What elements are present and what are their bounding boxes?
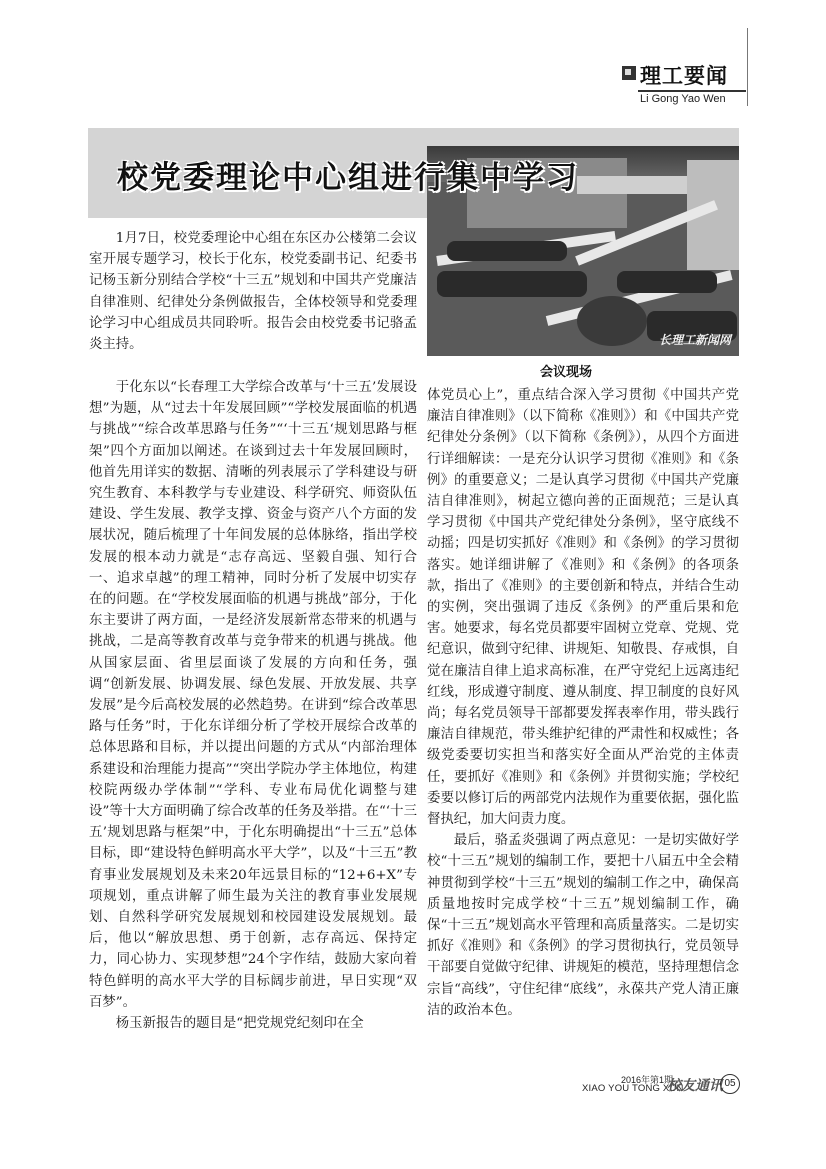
article-title: 校党委理论中心组进行集中学习 xyxy=(117,160,579,196)
section-title: 理工要闻 xyxy=(640,64,728,88)
page-number: 05 xyxy=(720,1074,740,1094)
column-right xyxy=(427,385,739,1021)
photo-watermark: 长理工新闻网 xyxy=(658,333,731,347)
body-paragraph: 体党员心上”，重点结合深入学习贯彻《中国共产党廉洁自律准则》（以下简称《准则》）和《中国共产党纪律处分条例》（以下简称《条例》），从四个方面进行详细解读：一是充分认识学习贯彻《准则》和《条例》的重要意义；二是认真学习贯彻《中国共产党廉洁自律准则》，树起立德向善的正面规范；三是认真学习贯彻《中国共产党纪律处分条例》，坚守底线不动摇；四是切实抓好《准则》和《条例》的学习贯彻落实。她详细讲解了《准则》和《条例》的各项条款，指出了《准则》的主要创新和特点，并结合生动的实例，突出强调了违反《条例》的严重后果和危害。她要求，每名党员都要牢固树立党章、党规、党纪意识，做到守纪律、讲规矩、知敬畏、存戒惧，自觉在廉洁自律上追求高标准，在严守党纪上远离违纪红线，形成遵守制度、遵从制度、捍卫制度的良好风尚；每名党员领导干部都要发挥表率作用，带头践行廉洁自律规范，带头维护纪律的严肃性和权威性；各级党委要切实担当和落实好全面从严治党的主体责任，要抓好《准则》和《条例》并贯彻实施；学校纪委要以修订后的两部党内法规作为重要依据，强化监督执纪，加大问责力度。 xyxy=(427,388,739,828)
intro-paragraph: 1月7日，校党委理论中心组在东区办公楼第二会议室开展专题学习，校长于化东，校党委副书记、纪委书记杨玉新分别结合学校“十三五”规划和中国共产党廉洁自律准则、纪律处分条例做报告，全体校领导和党委理论学习中心组成员共同聆听。报告会由校党委书记骆孟炎主持。 xyxy=(89,231,417,353)
column-left-top xyxy=(89,228,417,355)
photo-caption: 会议现场 xyxy=(540,365,593,380)
section-icon xyxy=(622,66,636,80)
header-rule xyxy=(638,90,746,92)
magazine-pinyin: XIAO YOU TONG XUN xyxy=(582,1083,684,1094)
section-subtitle: Li Gong Yao Wen xyxy=(640,93,726,105)
body-paragraph: 最后，骆孟炎强调了两点意见：一是切实做好学校“十三五”规划的编制工作，要把十八届五中全会精神贯彻到学校“十三五”规划的编制工作之中，确保高质量地按时完成学校“十三五”规划编制工作，确保“十三五”规划高水平管理和高质量落实。二是切实抓好《准则》和《条例》的学习贯彻执行，党员领导干部要自觉做守纪律、讲规矩的模范，坚持理想信念宗旨“高线”，守住纪律“底线”，永葆共产党人清正廉洁的政治本色。 xyxy=(427,833,739,1018)
column-left-bottom xyxy=(89,377,417,1034)
magazine-logo: 校友通讯 xyxy=(667,1078,723,1094)
issue-label: 2016年第1期 xyxy=(621,1075,674,1085)
body-paragraph: 杨玉新报告的题目是“把党规党纪刻印在全 xyxy=(115,1016,364,1032)
body-paragraph: 于化东以“长春理工大学综合改革与‘十三五’发展设想”为题，从“过去十年发展回顾”“学校发展面临的机遇与挑战”“综合改革思路与任务”“‘十三五‘规划思路与框架”四个方面加以阐述。在谈到过去十年发展回顾时，他首先用详实的数据、清晰的列表展示了学科建设与研究生教育、本科教学与专业建设、科学研究、师资队伍建设、学生发展、教学支撑、资金与资产八个方面的发展状况，随后梳理了十年间发展的总体脉络，指出学校发展的根本动力就是“志存高远、坚毅自强、知行合一、追求卓越”的理工精神，同时分析了发展中切实存在的问题。在“学校发展面临的机遇与挑战”部分，于化东主要讲了两方面，一是经济发展新常态带来的机遇与挑战，二是高等教育改革与竞争带来的机遇与挑战。他从国家层面、省里层面谈了发展的方向和任务，强调“创新发展、协调发展、绿色发展、开放发展、共享发展”是今后高校发展的必然趋势。在讲到“综合改革思路与任务”时，于化东详细分析了学校开展综合改革的总体思路和目标，并以提出问题的方式从“内部治理体系建设和治理能力提高”“突出学院办学主体地位，构建校院两级办学体制”“学科、专业布局优化调整与建设”等十大方面明确了综合改革的任务及举措。在“‘十三五’规划思路与框架”中，于化东明确提出“十三五”总体目标，即“建设特色鲜明高水平大学”，以及“十三五”教育事业发展规划及未来20年远景目标的“12+6+X”专项规划，重点讲解了师生最为关注的教育事业发展规划、自然科学研究发展规划和校园建设发展规划。最后，他以“解放思想、勇于创新，志存高远、保持定力，同心协力、实现梦想”24个字作结，鼓励大家向着特色鲜明的高水平大学的目标阔步前进，早日实现“双百梦”。 xyxy=(89,380,417,1010)
header-divider xyxy=(747,28,748,106)
